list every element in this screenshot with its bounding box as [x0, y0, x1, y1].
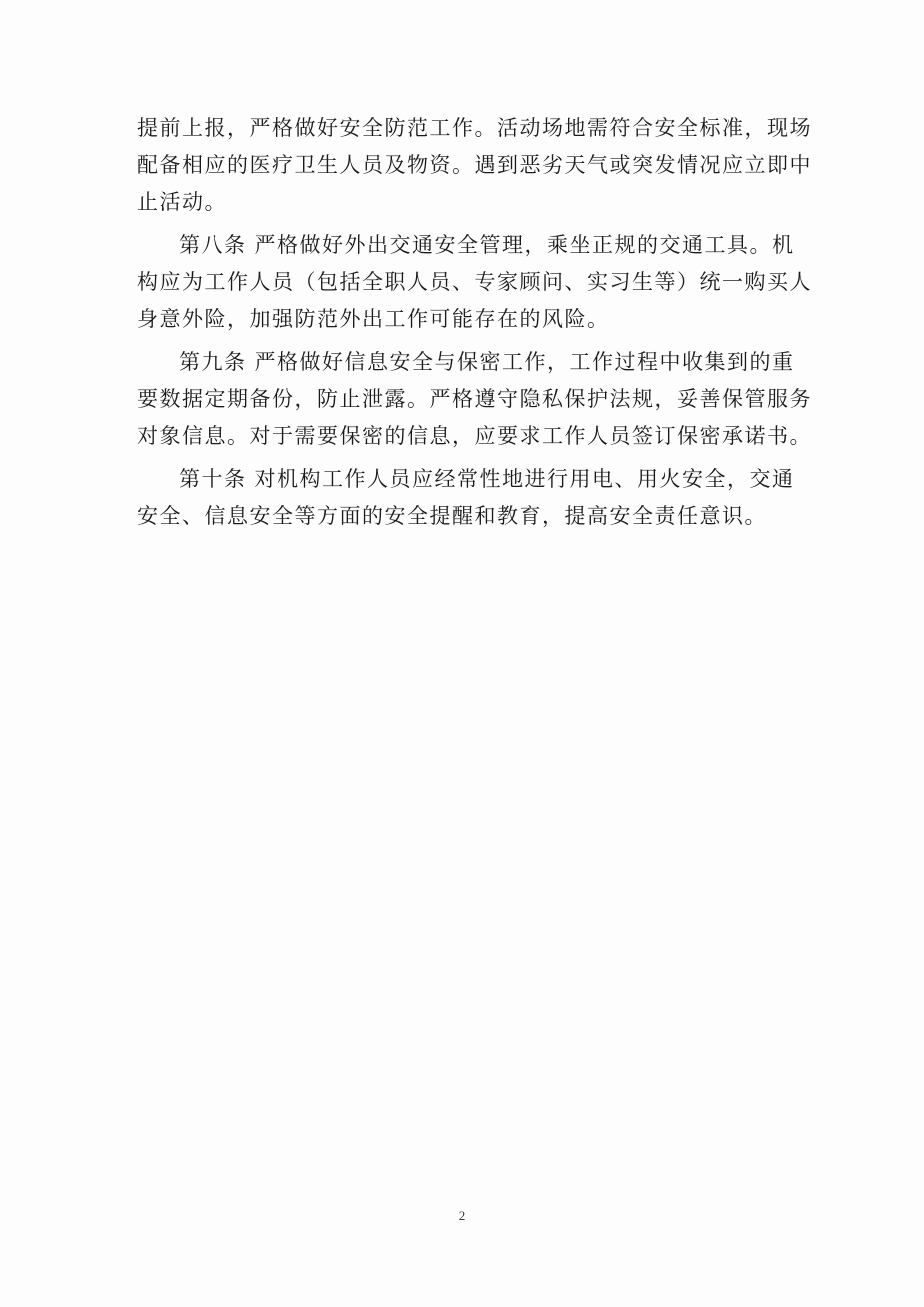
text-line: 配备相应的医疗卫生人员及物资。遇到恶劣天气或突发情况应立即中 — [137, 153, 812, 177]
text-line: 身意外险，加强防范外出工作可能存在的风险。 — [137, 307, 610, 331]
article-number: 第九条 — [179, 350, 247, 374]
text-line: 对象信息。对于需要保密的信息，应要求工作人员签订保密承诺书。 — [137, 424, 812, 448]
paragraph-article-8 — [137, 227, 812, 338]
paragraph-continuation — [137, 110, 812, 221]
text-line: 构应为工作人员（包括全职人员、专家顾问、实习生等）统一购买人 — [137, 270, 812, 294]
article-text: 对机构工作人员应经常性地进行用电、用火安全，交通 — [254, 467, 795, 491]
text-line — [137, 461, 795, 498]
text-line: 要数据定期备份，防止泄露。严格遵守隐私保护法规，妥善保管服务 — [137, 387, 812, 411]
page-number: 2 — [458, 1208, 466, 1223]
text-line: 安全、信息安全等方面的安全提醒和教育，提高安全责任意识。 — [137, 504, 767, 528]
paragraph-article-9 — [137, 344, 812, 455]
text-line: 止活动。 — [137, 190, 227, 214]
article-number: 第八条 — [179, 233, 247, 257]
document-body — [137, 110, 812, 541]
article-text: 严格做好信息安全与保密工作，工作过程中收集到的重 — [254, 350, 795, 374]
paragraph-article-10 — [137, 461, 795, 535]
article-number: 第十条 — [179, 467, 247, 491]
text-line — [137, 344, 795, 381]
article-text: 严格做好外出交通安全管理，乘坐正规的交通工具。机 — [254, 233, 795, 257]
text-line: 提前上报，严格做好安全防范工作。活动场地需符合安全标准，现场 — [137, 116, 812, 140]
text-line — [137, 227, 795, 264]
